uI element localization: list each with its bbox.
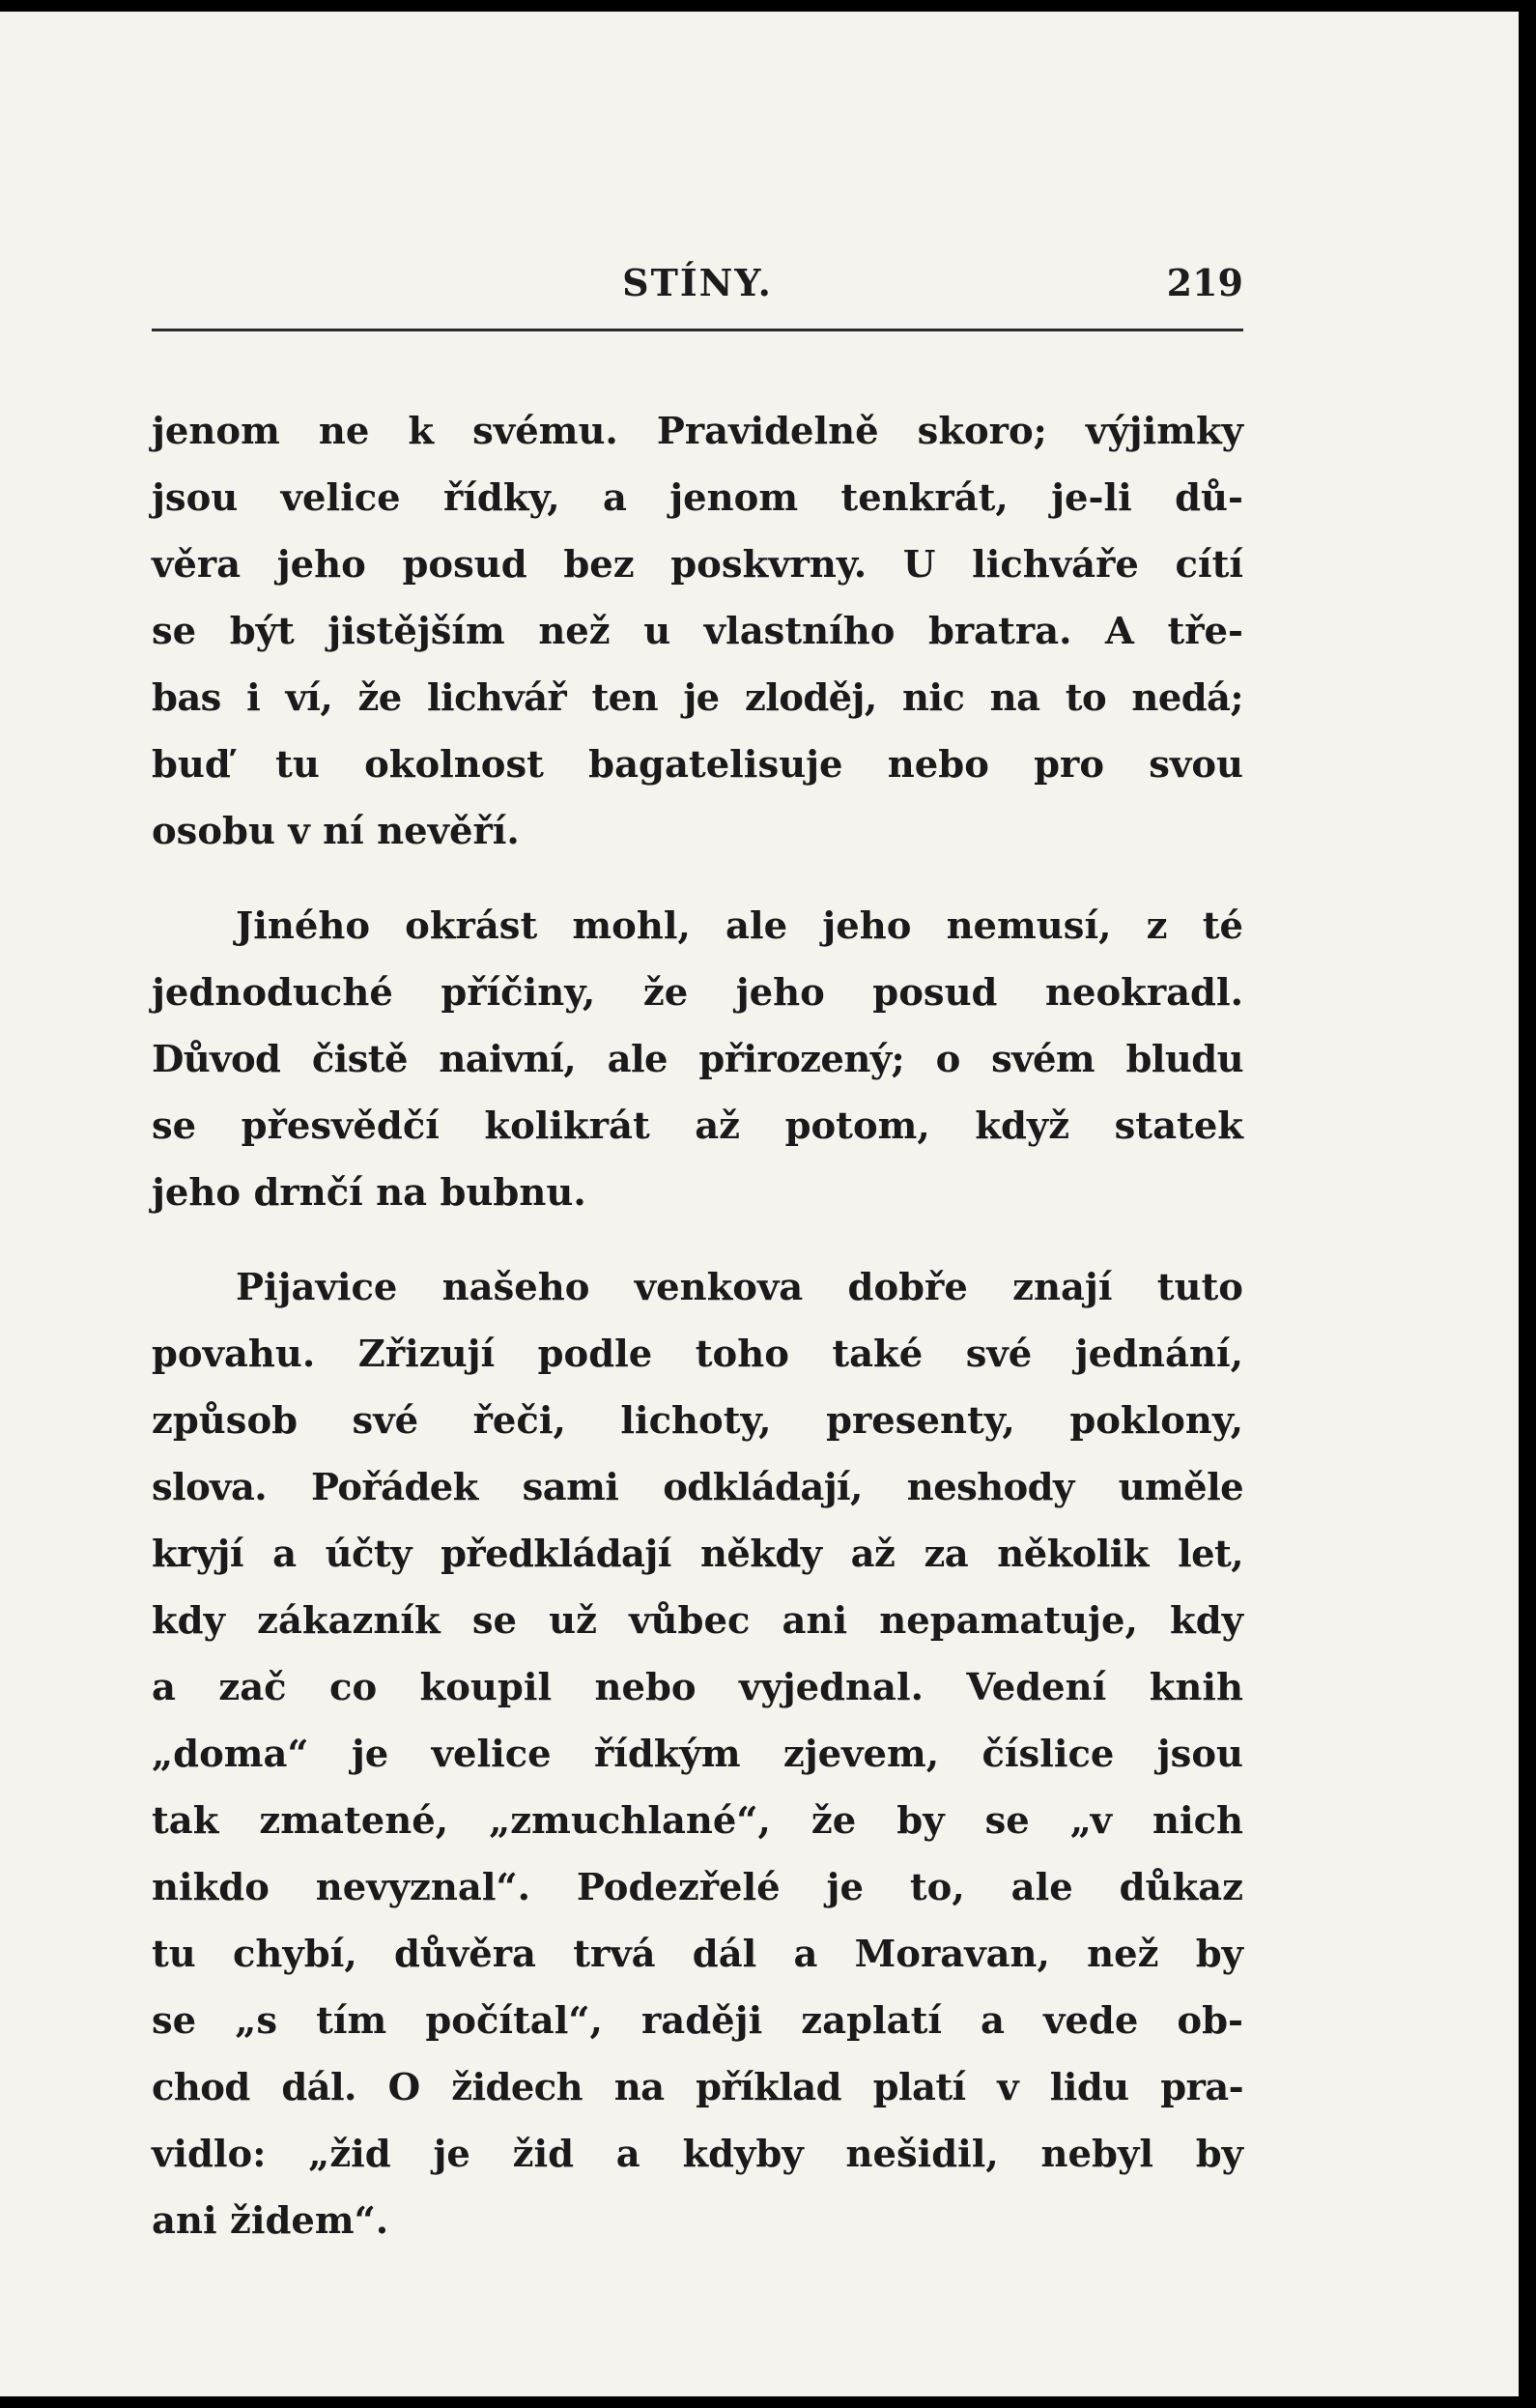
text-line: bas i ví, že lichvář ten je zloděj, nic na to nedá; — [152, 676, 1243, 720]
text-line: tak zmatené, „zmuchlané“, že by se „v nich — [152, 1799, 1243, 1843]
text-line: se být jistějším než u vlastního bratra. A tře- — [152, 610, 1243, 653]
text-line: slova. Pořádek sami odkládají, neshody uměle — [152, 1466, 1243, 1509]
text-line: jenom ne k svému. Pravidelně skoro; výjimky — [152, 410, 1243, 453]
text-line: kdy zákazník se už vůbec ani nepamatuje, kdy — [152, 1599, 1243, 1643]
text-line: chod dál. O židech na příklad platí v lidu pra- — [152, 2066, 1243, 2109]
text-line: osobu v ní nevěří. — [152, 810, 520, 853]
text-line: Jiného okrást mohl, ale jeho nemusí, z té — [236, 904, 1243, 948]
text-line: Pijavice našeho venkova dobře znají tuto — [236, 1266, 1243, 1309]
text-line: se přesvědčí kolikrát až potom, když statek — [152, 1104, 1243, 1148]
body-text — [152, 398, 1243, 2282]
text-line: buď tu okolnost bagatelisuje nebo pro svou — [152, 743, 1243, 787]
book-page — [0, 12, 1519, 2396]
text-line: Důvod čistě naivní, ale přirozený; o svém bludu — [152, 1038, 1243, 1081]
text-line: povahu. Zřizují podle toho také své jednání, — [152, 1333, 1243, 1376]
text-line: jsou velice řídky, a jenom tenkrát, je-li dů- — [152, 476, 1243, 520]
text-line: „doma“ je velice řídkým zjevem, číslice jsou — [152, 1733, 1243, 1776]
text-line: nikdo nevyznal“. Podezřelé je to, ale důkaz — [152, 1866, 1243, 1909]
text-line: a zač co koupil nebo vyjednal. Vedení knih — [152, 1666, 1243, 1709]
paragraph-2 — [152, 893, 1243, 1226]
text-line: jeho drnčí na bubnu. — [152, 1171, 586, 1215]
page-header — [152, 261, 1243, 319]
text-line: způsob své řeči, lichoty, presenty, poklony, — [152, 1399, 1243, 1443]
paragraph-1 — [152, 398, 1243, 865]
text-line: kryjí a účty předkládají někdy až za několik let, — [152, 1533, 1243, 1576]
text-line: vidlo: „žid je žid a kdyby nešidil, nebyl by — [152, 2133, 1243, 2176]
text-line: jednoduché příčiny, že jeho posud neokradl. — [152, 971, 1243, 1015]
page-number: 219 — [1166, 261, 1243, 304]
paragraph-3 — [152, 1254, 1243, 2254]
header-rule — [152, 329, 1243, 331]
text-line: věra jeho posud bez poskvrny. U lichváře cítí — [152, 543, 1243, 587]
text-line: ani židem“. — [152, 2199, 389, 2243]
text-line: se „s tím počítal“, raději zaplatí a vede ob- — [152, 1999, 1243, 2043]
text-line: tu chybí, důvěra trvá dál a Moravan, než by — [152, 1933, 1243, 1976]
running-title: STÍNY. — [622, 261, 773, 304]
